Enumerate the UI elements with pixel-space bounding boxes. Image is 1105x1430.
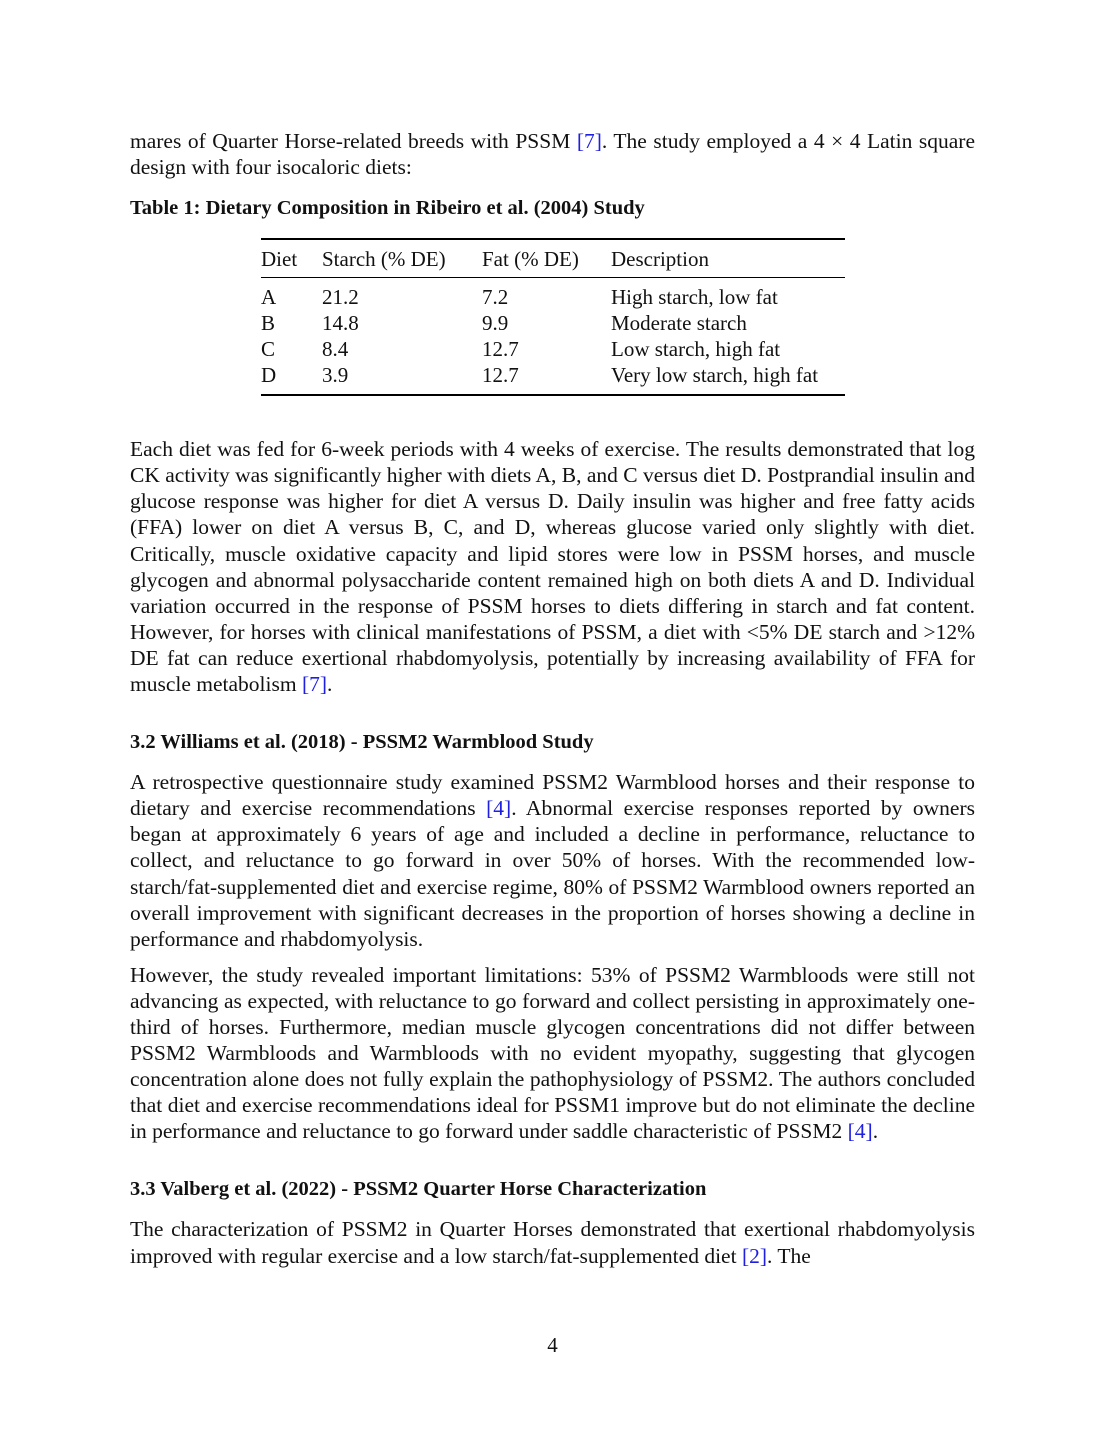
table-cell: 12.7 <box>482 363 519 388</box>
table-cell: 3.9 <box>322 363 349 388</box>
table-row <box>261 336 845 362</box>
page-number: 4 <box>547 1333 558 1357</box>
table-cell: A <box>261 285 277 310</box>
column-header: Starch (% DE) <box>322 247 446 272</box>
citation-link[interactable]: [4] <box>486 796 512 821</box>
section-3-2-paragraph-2: However, the study revealed important limitations: 53% of PSSM2 Warmbloods were still not advancing as expected, with reluctance to go forward and collect persisting in approximately one-third of horses. Furthermore, median muscle glycogen concentrations did not differ between PSSM2 Warmbloods and Warmbloods with no evident myopathy, suggesting that glycogen concentration alone does not fully explain the pathophysiology of PSSM2. The authors concluded that diet and exercise recommendations ideal for PSSM1 improve but do not eliminate the decline in performance and reluctance to go forward under saddle characteristic of PSSM2 [4]. <box>130 962 975 1144</box>
section-heading-3-2: 3.2 Williams et al. (2018) - PSSM2 Warmblood Study <box>130 731 594 754</box>
table-row <box>261 278 845 311</box>
table-row <box>261 362 845 395</box>
table-cell: 12.7 <box>482 337 519 362</box>
column-header: Fat (% DE) <box>482 247 579 272</box>
table-cell: 21.2 <box>322 285 359 310</box>
column-header: Description <box>611 247 709 272</box>
diet-composition-table <box>261 238 845 396</box>
table-cell: High starch, low fat <box>611 285 778 310</box>
table-cell: C <box>261 337 276 362</box>
column-header: Diet <box>261 247 298 272</box>
citation-link[interactable]: [4] <box>847 1119 873 1144</box>
table-cell: Moderate starch <box>611 311 747 336</box>
page-content <box>130 128 975 1269</box>
citation-link[interactable]: [2] <box>741 1243 768 1268</box>
table-cell: B <box>261 311 276 336</box>
section-3-2-paragraph-1: A retrospective questionnaire study examined PSSM2 Warmblood horses and their response to dietary and exercise recommendations [4]. Abnormal exercise responses reported by owners began at approximately 6 years of age and included a decline in performance, reluctance to collect, and reluctance to go forward in over 50% of horses. With the recommended low-starch/fat-supplemented diet and exercise regime, 80% of PSSM2 Warmblood owners reported an overall improvement with significant decreases in the proportion of horses showing a decline in performance and rhabdomyolysis. <box>130 770 975 951</box>
table-cell: 8.4 <box>322 337 349 362</box>
table-cell: 14.8 <box>322 311 359 336</box>
table-cell: 7.2 <box>482 285 509 310</box>
table-header-row <box>261 239 845 278</box>
diet-table-container <box>261 238 845 396</box>
table-cell: Very low starch, high fat <box>611 363 819 388</box>
table-cell: D <box>261 363 277 388</box>
citation-link[interactable]: [7] <box>301 672 328 697</box>
table-cell: 9.9 <box>482 311 509 336</box>
citation-link[interactable]: [7] <box>576 129 602 153</box>
results-paragraph: Each diet was fed for 6-week periods with 4 weeks of exercise. The results demonstrated that log CK activity was significantly higher with diets A, B, and C versus diet D. Postprandial insulin and glucose response was higher for diet A versus D. Daily insulin was higher and free fatty acids (FFA) lower on diet A versus B, C, and D, whereas glucose varied only slightly with diet. Critically, muscle oxidative capacity and lipid stores were low in PSSM horses, and muscle glycogen and abnormal polysaccharide content remained high on both diets A and D. Individual variation occurred in the response of PSSM horses to diets differing in starch and fat content. However, for horses with clinical manifestations of PSSM, a diet with <5% DE starch and >12% DE fat can reduce exertional rhabdomyolysis, potentially by increasing availability of FFA for muscle metabolism [7]. <box>130 437 975 697</box>
section-3-3-paragraph-1: The characterization of PSSM2 in Quarter Horses demonstrated that exertional rhabdomyolysis improved with regular exercise and a low starch/fat-supplemented diet [2]. The <box>130 1217 975 1268</box>
section-heading-3-3: 3.3 Valberg et al. (2022) - PSSM2 Quarter Horse Characterization <box>130 1178 707 1201</box>
intro-paragraph: mares of Quarter Horse-related breeds with PSSM [7]. The study employed a 4 × 4 Latin square design with four isocaloric diets: <box>130 129 976 180</box>
table-row <box>261 310 845 336</box>
table-cell: Low starch, high fat <box>611 337 781 362</box>
table-caption: Table 1: Dietary Composition in Ribeiro et al. (2004) Study <box>130 197 645 220</box>
